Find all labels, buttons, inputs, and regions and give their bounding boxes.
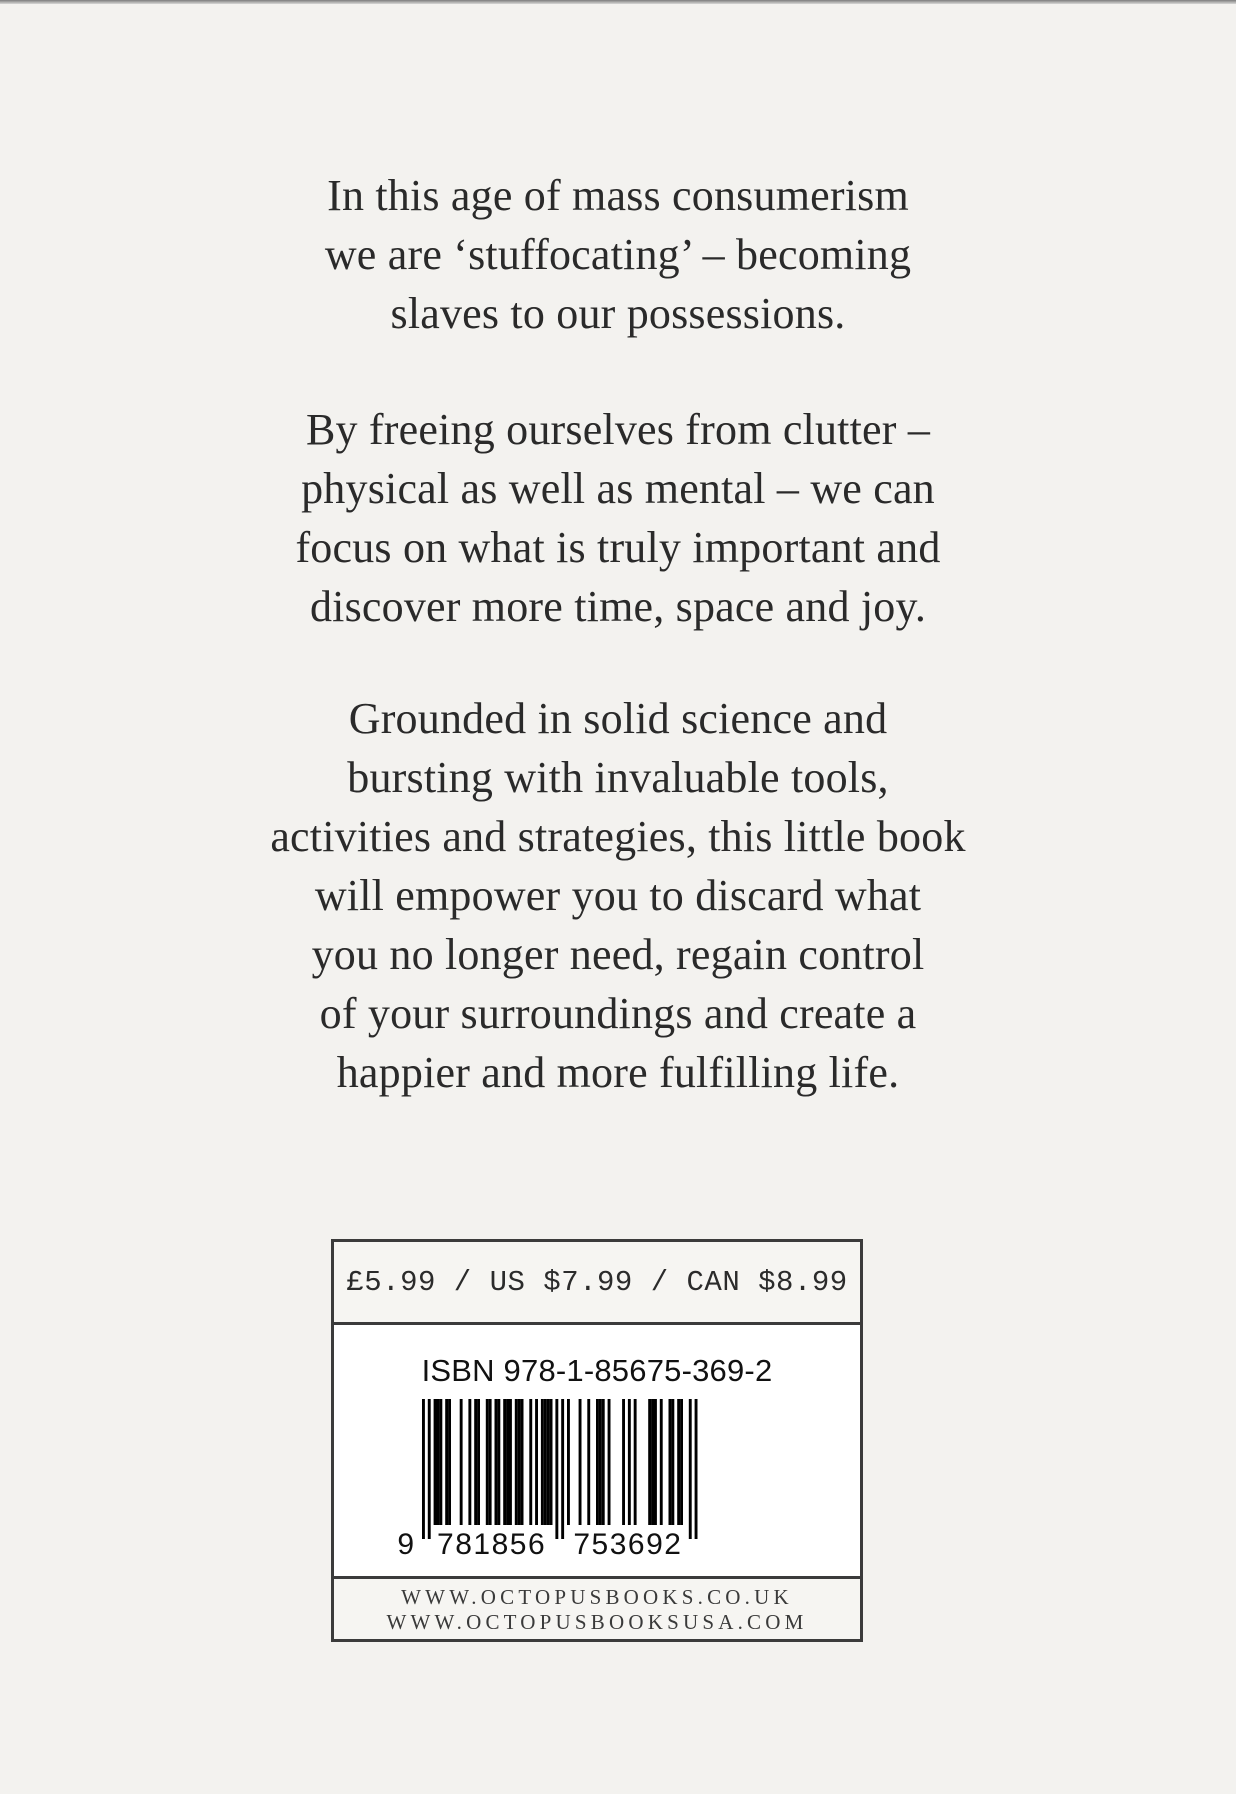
publisher-websites bbox=[334, 1579, 860, 1639]
blurb-line: of your surroundings and create a bbox=[319, 989, 917, 1038]
blurb-line: bursting with invaluable tools, bbox=[347, 753, 889, 802]
barcode-bar bbox=[561, 1399, 564, 1539]
barcode-bar bbox=[535, 1399, 538, 1525]
barcode-bar bbox=[602, 1399, 605, 1525]
barcode-bar bbox=[503, 1399, 506, 1525]
blurb-line: we are ‘stuffocating’ – becoming bbox=[324, 230, 912, 279]
barcode-bar bbox=[448, 1399, 451, 1525]
barcode-bar bbox=[460, 1399, 463, 1525]
blurb-paragraph-3 bbox=[0, 689, 1236, 1102]
barcode-bar bbox=[437, 1399, 440, 1525]
barcode-bar bbox=[495, 1399, 498, 1525]
barcode-bar bbox=[651, 1399, 654, 1525]
blurb-line: activities and strategies, this little book bbox=[270, 812, 966, 861]
barcode-bar bbox=[677, 1399, 680, 1525]
cover-top-edge bbox=[0, 0, 1236, 4]
barcode-bar bbox=[497, 1399, 500, 1525]
barcode-bar bbox=[596, 1399, 599, 1525]
barcode-bar bbox=[474, 1399, 477, 1525]
blurb-line: focus on what is truly important and bbox=[295, 523, 941, 572]
barcode-bar bbox=[622, 1399, 625, 1525]
barcode-bar bbox=[439, 1399, 442, 1525]
blurb-line: physical as well as mental – we can bbox=[301, 464, 935, 513]
barcode-bar bbox=[529, 1399, 532, 1525]
barcode-bar bbox=[506, 1399, 509, 1525]
blurb-line: happier and more fulfilling life. bbox=[336, 1048, 900, 1097]
barcode-bar bbox=[648, 1399, 651, 1525]
barcode-bar bbox=[468, 1399, 471, 1525]
blurb-line: Grounded in solid science and bbox=[348, 694, 888, 743]
barcode-bar bbox=[422, 1399, 425, 1539]
barcode-bar bbox=[567, 1399, 570, 1525]
barcode-bar bbox=[634, 1399, 637, 1525]
barcode-bar bbox=[445, 1399, 448, 1525]
barcode-bar bbox=[671, 1399, 674, 1525]
barcode-bar bbox=[550, 1399, 553, 1525]
barcode-bar bbox=[509, 1399, 512, 1525]
barcode-section bbox=[334, 1325, 860, 1579]
barcode-bar bbox=[521, 1399, 524, 1525]
blurb-line: By freeing ourselves from clutter – bbox=[305, 405, 931, 454]
barcode-bar bbox=[579, 1399, 582, 1525]
barcode-bar bbox=[654, 1399, 657, 1525]
barcode-bar bbox=[660, 1399, 663, 1525]
barcode-bar bbox=[515, 1399, 518, 1525]
barcode-bar bbox=[599, 1399, 602, 1525]
barcode-bar bbox=[669, 1399, 672, 1525]
price-label: £5.99 / US $7.99 / CAN $8.99 bbox=[334, 1242, 860, 1325]
barcode-bar bbox=[434, 1399, 437, 1525]
blurb-paragraph-1 bbox=[0, 166, 1236, 343]
barcode-bar bbox=[680, 1399, 683, 1525]
barcode-bar bbox=[428, 1399, 431, 1539]
barcode-digits: 781856 bbox=[437, 1528, 547, 1561]
barcode-bar bbox=[477, 1399, 480, 1525]
barcode-bar bbox=[547, 1399, 550, 1525]
website-link[interactable]: WWW.OCTOPUSBOOKSUSA.COM bbox=[386, 1610, 808, 1634]
blurb-paragraph-2 bbox=[0, 400, 1236, 636]
barcode-bar bbox=[555, 1399, 558, 1539]
barcode-bar bbox=[587, 1399, 590, 1525]
website-link[interactable]: WWW.OCTOPUSBOOKS.CO.UK bbox=[401, 1585, 793, 1609]
barcode-bar bbox=[628, 1399, 631, 1525]
barcode-bar bbox=[608, 1399, 611, 1525]
blurb-line: discover more time, space and joy. bbox=[309, 582, 927, 631]
barcode-bar bbox=[544, 1399, 547, 1525]
barcode-bar bbox=[689, 1399, 692, 1539]
barcode-bar bbox=[541, 1399, 544, 1525]
isbn-barcode bbox=[334, 1325, 860, 1576]
isbn-label: ISBN 978-1-85675-369-2 bbox=[421, 1353, 773, 1388]
blurb-line: you no longer need, regain control bbox=[311, 930, 925, 979]
blurb-line: slaves to our possessions. bbox=[390, 289, 846, 338]
barcode-bar bbox=[486, 1399, 489, 1525]
barcode-bar bbox=[489, 1399, 492, 1525]
barcode-bar bbox=[518, 1399, 521, 1525]
blurb-line: will empower you to discard what bbox=[314, 871, 922, 920]
price-barcode-box bbox=[331, 1239, 863, 1642]
barcode-bar bbox=[695, 1399, 698, 1539]
barcode-digits: 753692 bbox=[573, 1528, 683, 1561]
blurb-line: In this age of mass consumerism bbox=[327, 171, 909, 220]
barcode-digits: 9 bbox=[397, 1528, 414, 1561]
